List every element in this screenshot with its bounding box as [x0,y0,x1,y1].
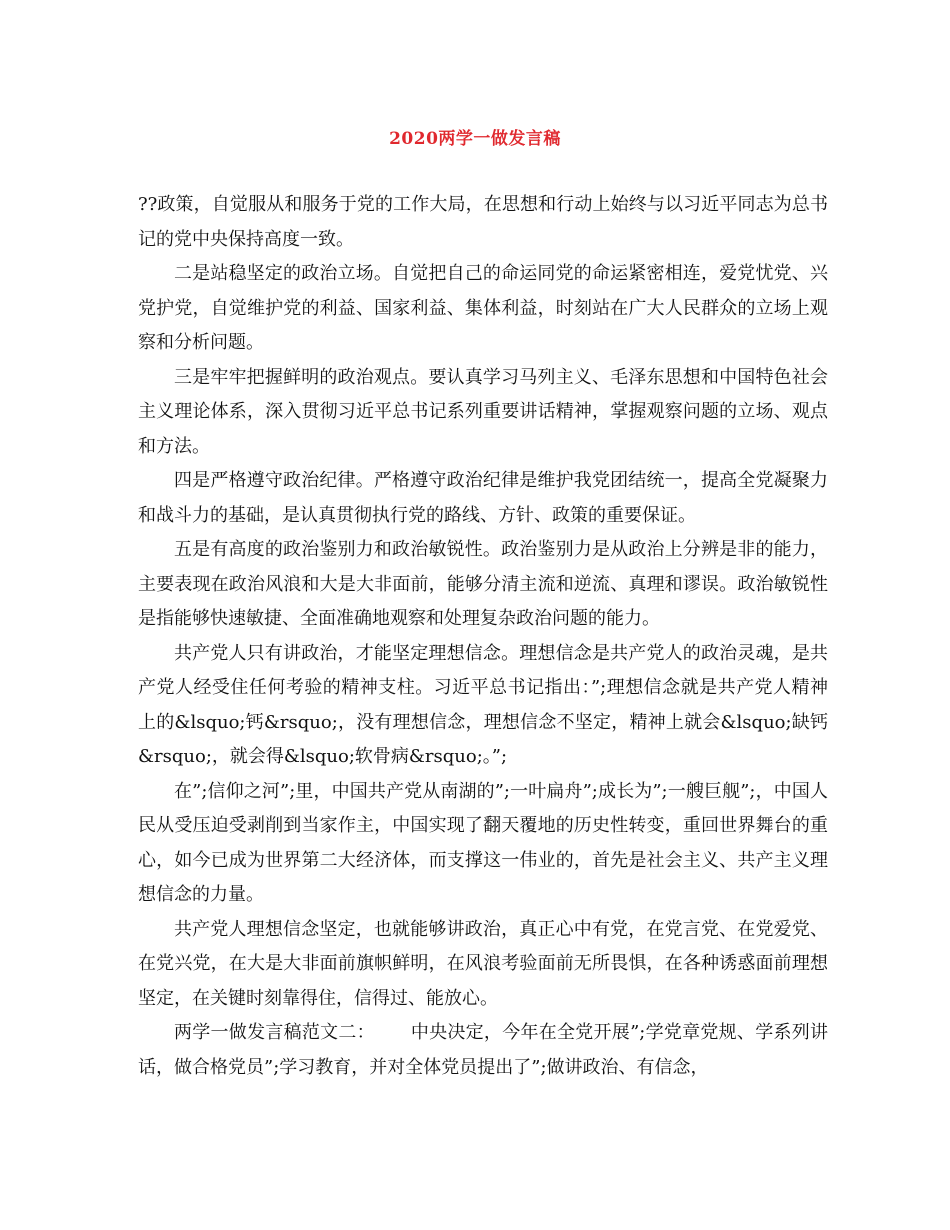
paragraph-5: 五是有高度的政治鉴别力和政治敏锐性。政治鉴别力是从政治上分辨是非的能力，主要表现在政治风浪和大是大非面前，能够分清主流和逆流、真理和谬误。政治敏锐性是指能够快速敏捷、全面准确地观察和处理复杂政治问题的能力。 [138,539,828,629]
paragraph-8: 共产党人理想信念坚定，也就能够讲政治，真正心中有党，在党言党、在党爱党、在党兴党，在大是大非面前旗帜鲜明，在风浪考验面前无所畏惧，在各种诱惑面前理想坚定，在关键时刻靠得住，信得过、能放心。 [138,918,828,1009]
paragraph-6: 共产党人只有讲政治，才能坚定理想信念。理想信念是共产党人的政治灵魂，是共产党人经受住任何考验的精神支柱。习近平总书记指出：”;理想信念就是共产党人精神上的&lsquo;钙&rsquo;，没有理想信念，理想信念不坚定，精神上就会&lsquo;缺钙&rsquo;，就会得&lsquo;软骨病&rsquo;。”; [138,642,828,767]
paragraph-9: 两学一做发言稿范文二： 中央决定，今年在全党开展”;学党章党规、学系列讲话，做合格党员”;学习教育，并对全体党员提出了”;做讲政治、有信念， [138,1022,828,1078]
paragraph-2: 二是站稳坚定的政治立场。自觉把自己的命运同党的命运紧密相连，爱党忧党、兴党护党，自觉维护党的利益、国家利益、集体利益，时刻站在广大人民群众的立场上观察和分析问题。 [138,263,828,353]
paragraph-4: 四是严格遵守政治纪律。严格遵守政治纪律是维护我党团结统一，提高全党凝聚力和战斗力的基础，是认真贯彻执行党的路线、方针、政策的重要保证。 [138,470,828,526]
paragraph-7: 在”;信仰之河”;里，中国共产党从南湖的”;一叶扁舟”;成长为”;一艘巨舰”;，中国人民从受压迫受剥削到当家作主，中国实现了翻天覆地的历史性转变，重回世界舞台的重心，如今已成为世界第二大经济体，而支撑这一伟业的，首先是社会主义、共产主义理想信念的力量。 [138,780,828,905]
document-body [138,188,828,1085]
paragraph-1: ??政策，自觉服从和服务于党的工作大局，在思想和行动上始终与以习近平同志为总书记的党中央保持高度一致。 [138,194,828,250]
paragraph-3: 三是牢牢把握鲜明的政治观点。要认真学习马列主义、毛泽东思想和中国特色社会主义理论体系，深入贯彻习近平总书记系列重要讲话精神，掌握观察问题的立场、观点和方法。 [138,366,828,457]
document-title: 2020两学一做发言稿 [389,129,561,149]
